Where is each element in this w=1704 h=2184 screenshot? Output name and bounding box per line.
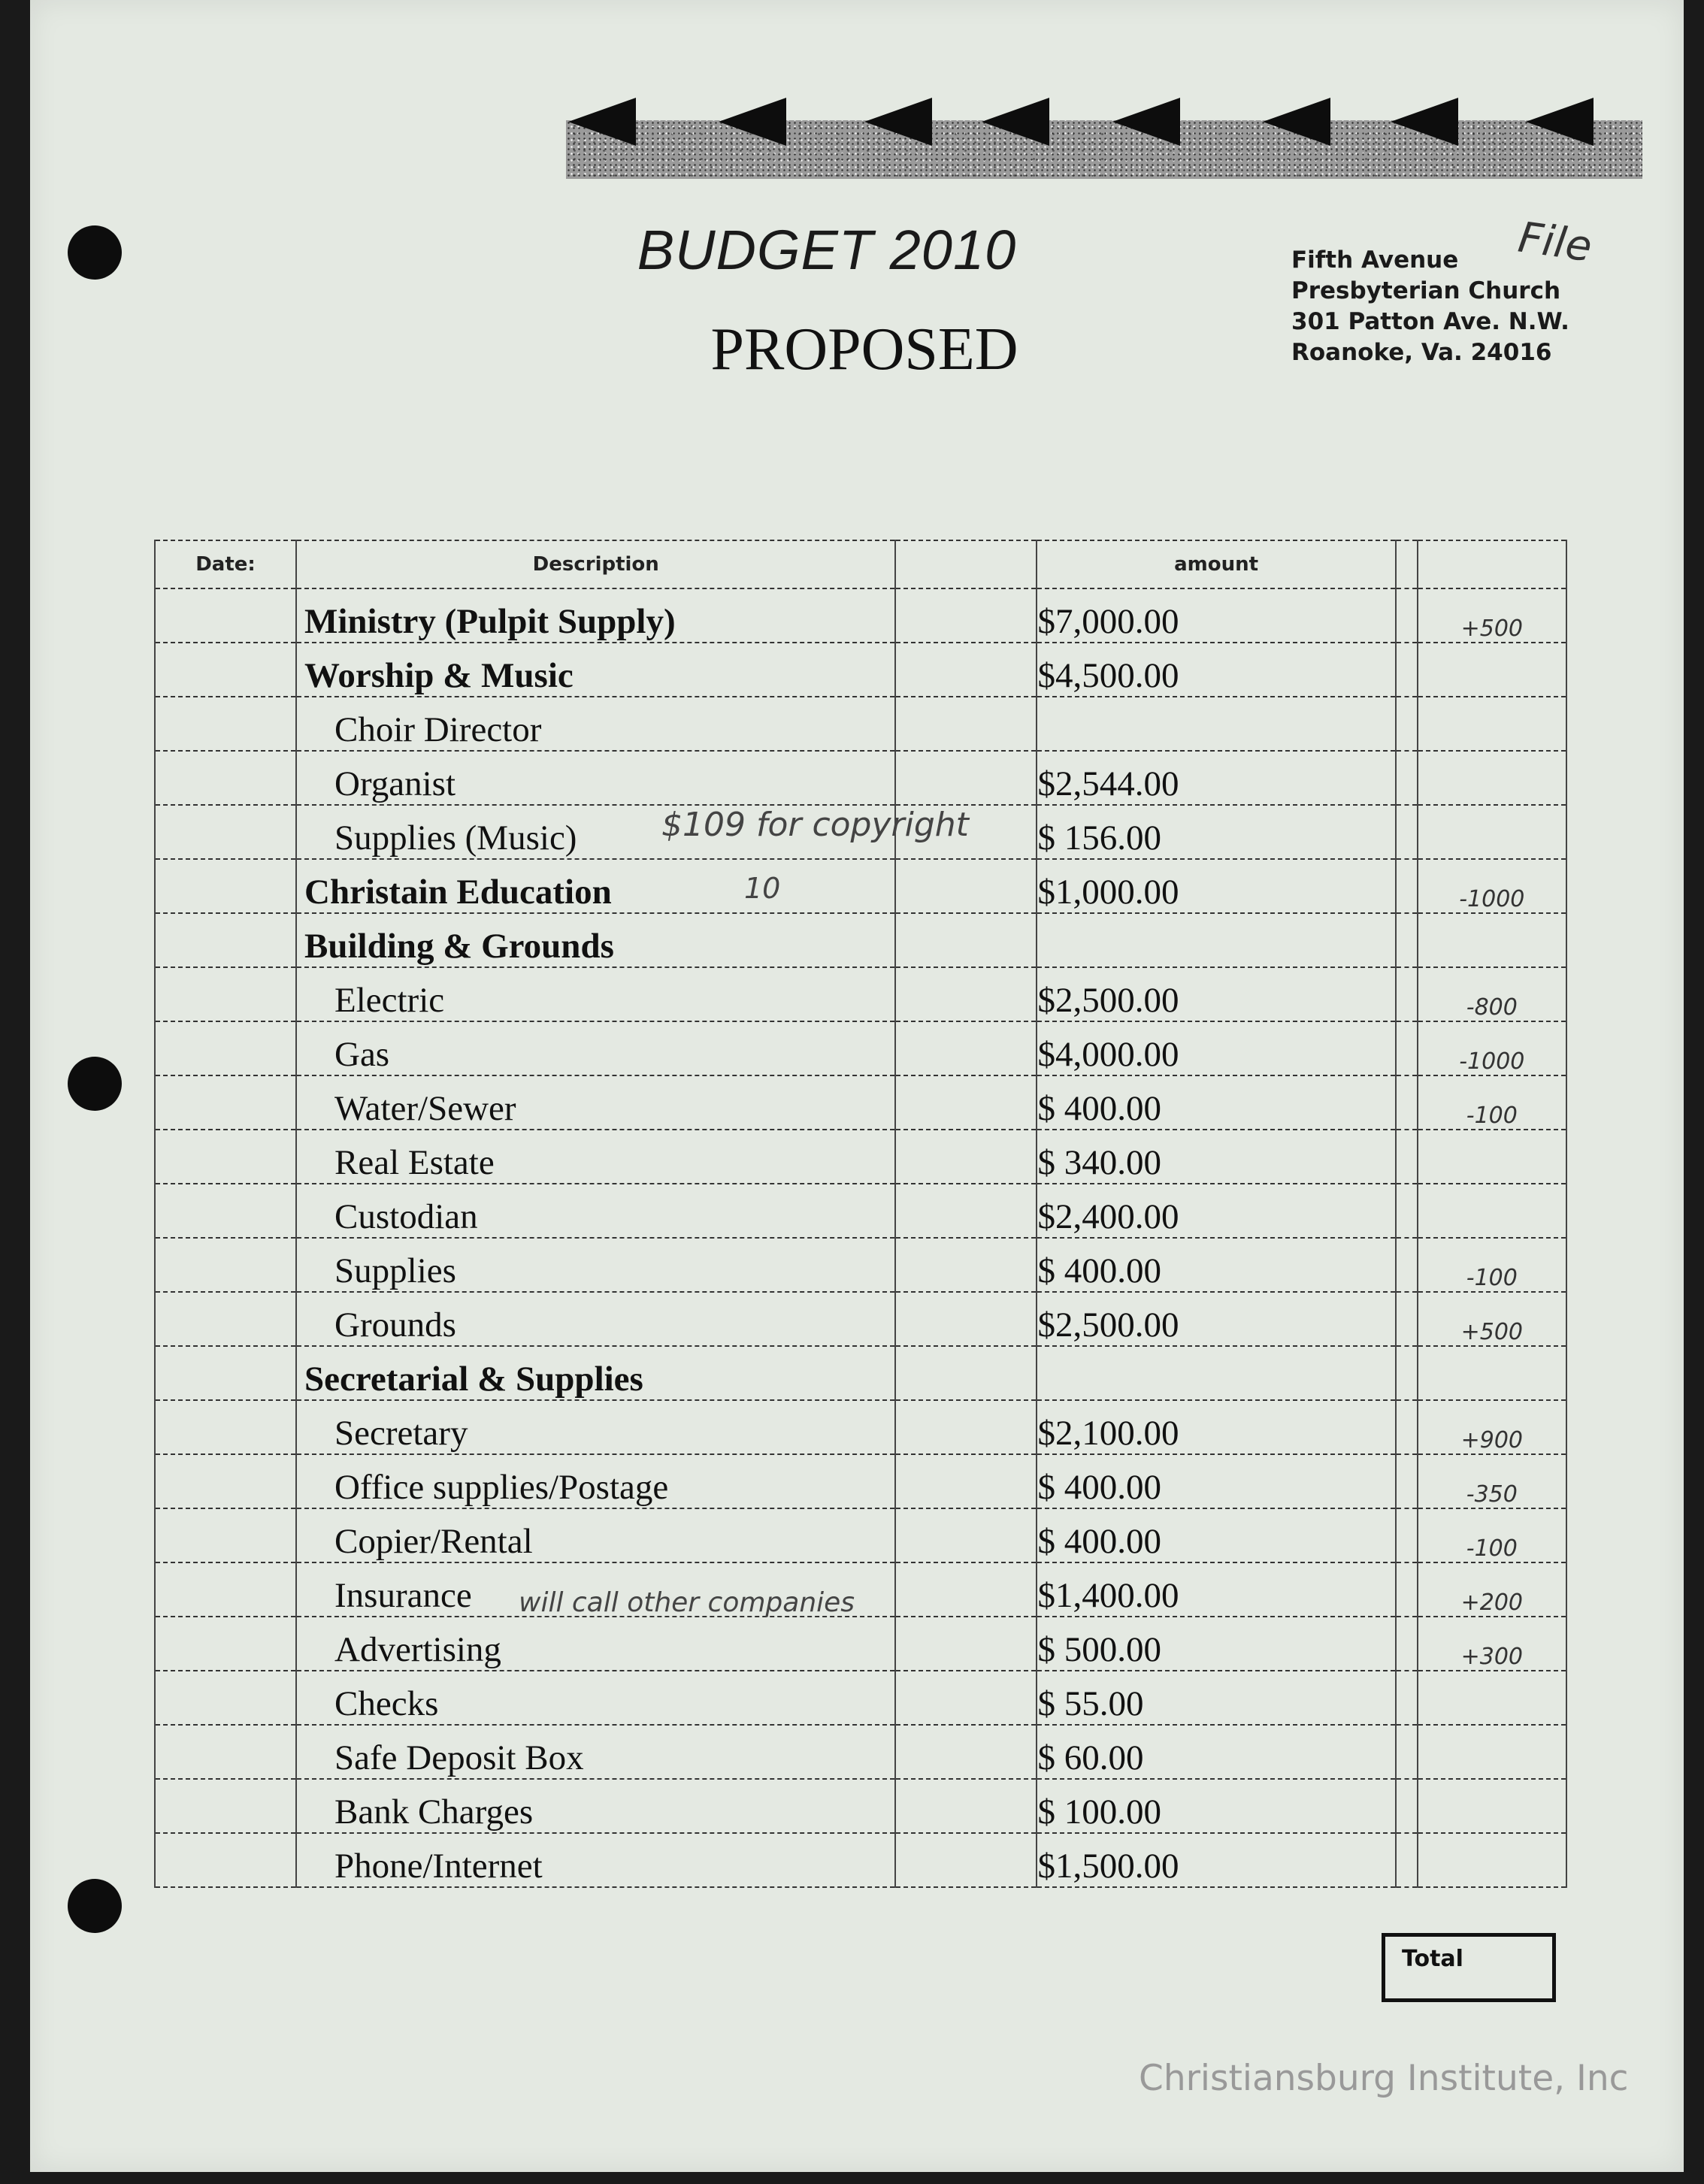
triangle-ornament <box>568 98 636 146</box>
date-column-header: Date: <box>155 540 296 588</box>
line-item-amount: $ 100.00 <box>1037 1779 1395 1833</box>
line-item-amount <box>1037 1346 1395 1400</box>
line-item-adjustment: -1000 <box>1418 859 1566 913</box>
line-item-adjustment <box>1418 751 1566 805</box>
church-address <box>1291 245 1569 368</box>
line-item-adjustment: -350 <box>1418 1454 1566 1508</box>
table-row <box>155 1454 1566 1508</box>
line-item-adjustment <box>1418 1671 1566 1725</box>
line-item-amount: $ 400.00 <box>1037 1238 1395 1292</box>
triangle-ornament <box>1263 98 1330 146</box>
line-item-amount: $4,500.00 <box>1037 643 1395 697</box>
line-item-amount: $1,000.00 <box>1037 859 1395 913</box>
line-item-description: Supplies <box>296 1238 895 1292</box>
line-item-amount: $7,000.00 <box>1037 588 1395 643</box>
line-item-description: Safe Deposit Box <box>296 1725 895 1779</box>
line-item-description: Ministry (Pulpit Supply) <box>296 588 895 643</box>
address-line: 301 Patton Ave. N.W. <box>1291 308 1569 335</box>
table-row <box>155 697 1566 751</box>
document-subtitle: PROPOSED <box>710 316 1018 383</box>
line-item-amount: $ 400.00 <box>1037 1454 1395 1508</box>
address-line: Roanoke, Va. 24016 <box>1291 339 1552 366</box>
table-row <box>155 751 1566 805</box>
triangle-ornament <box>1112 98 1180 146</box>
line-item-adjustment <box>1418 643 1566 697</box>
line-item-description: Organist <box>296 751 895 805</box>
line-item-amount: $ 400.00 <box>1037 1508 1395 1562</box>
table-row <box>155 1833 1566 1887</box>
handwritten-file-note: File <box>1515 213 1595 272</box>
budget-table <box>154 540 1567 1888</box>
binder-hole <box>68 225 122 280</box>
triangle-ornament <box>982 98 1049 146</box>
address-line: Fifth Avenue <box>1291 247 1459 274</box>
line-item-description: Water/Sewer <box>296 1075 895 1130</box>
line-item-amount: $2,544.00 <box>1037 751 1395 805</box>
table-row <box>155 1184 1566 1238</box>
line-item-amount: $1,400.00 <box>1037 1562 1395 1617</box>
spacer-column-header <box>895 540 1037 588</box>
table-row <box>155 1617 1566 1671</box>
table-row <box>155 588 1566 643</box>
line-item-adjustment: -1000 <box>1418 1021 1566 1075</box>
table-row <box>155 1725 1566 1779</box>
table-row <box>155 1075 1566 1130</box>
line-item-adjustment <box>1418 1833 1566 1887</box>
line-item-amount: $2,500.00 <box>1037 967 1395 1021</box>
line-item-adjustment <box>1418 1346 1566 1400</box>
line-item-description: Office supplies/Postage <box>296 1454 895 1508</box>
line-item-amount: $ 55.00 <box>1037 1671 1395 1725</box>
line-item-adjustment <box>1418 1184 1566 1238</box>
line-item-adjustment: -100 <box>1418 1238 1566 1292</box>
table-row <box>155 643 1566 697</box>
line-item-adjustment: +300 <box>1418 1617 1566 1671</box>
line-item-description: Worship & Music <box>296 643 895 697</box>
line-item-description: Grounds <box>296 1292 895 1346</box>
table-row <box>155 1292 1566 1346</box>
line-item-adjustment: -100 <box>1418 1075 1566 1130</box>
line-item-amount <box>1037 913 1395 967</box>
binder-hole <box>68 1057 122 1111</box>
line-item-amount: $2,100.00 <box>1037 1400 1395 1454</box>
triangle-ornament <box>719 98 786 146</box>
triangle-ornament <box>1526 98 1594 146</box>
line-item-amount: $ 60.00 <box>1037 1725 1395 1779</box>
line-item-amount: $ 156.00 <box>1037 805 1395 859</box>
line-item-adjustment <box>1418 1779 1566 1833</box>
table-row <box>155 1779 1566 1833</box>
line-item-description: Insurance <box>296 1562 895 1617</box>
table-row <box>155 1400 1566 1454</box>
line-item-description: Gas <box>296 1021 895 1075</box>
line-item-amount: $4,000.00 <box>1037 1021 1395 1075</box>
table-row <box>155 1562 1566 1617</box>
binder-hole <box>68 1879 122 1933</box>
line-item-description: Building & Grounds <box>296 913 895 967</box>
line-item-adjustment: +500 <box>1418 588 1566 643</box>
table-row <box>155 967 1566 1021</box>
line-item-description: Secretary <box>296 1400 895 1454</box>
watermark: Christiansburg Institute, Inc <box>1139 2058 1629 2099</box>
line-item-description: Christain Education <box>296 859 895 913</box>
line-item-amount: $2,400.00 <box>1037 1184 1395 1238</box>
line-item-description: Copier/Rental <box>296 1508 895 1562</box>
document-title: BUDGET 2010 <box>637 219 1017 281</box>
total-box <box>1382 1933 1556 2002</box>
table-row <box>155 1508 1566 1562</box>
line-item-adjustment: +900 <box>1418 1400 1566 1454</box>
line-item-description: Secretarial & Supplies <box>296 1346 895 1400</box>
handwritten-copyright-note: $109 for copyright <box>661 806 969 844</box>
amount-column-header: amount <box>1037 540 1395 588</box>
handwritten-insurance-note: will call other companies <box>519 1587 855 1618</box>
line-item-adjustment <box>1418 805 1566 859</box>
line-item-amount: $ 400.00 <box>1037 1075 1395 1130</box>
line-item-amount: $2,500.00 <box>1037 1292 1395 1346</box>
line-item-adjustment <box>1418 697 1566 751</box>
line-item-adjustment: -800 <box>1418 967 1566 1021</box>
handwritten-education-note: 10 <box>744 872 781 905</box>
table-header-row <box>155 540 1566 588</box>
line-item-amount: $ 500.00 <box>1037 1617 1395 1671</box>
triangle-ornament <box>1391 98 1458 146</box>
line-item-description: Bank Charges <box>296 1779 895 1833</box>
line-item-description: Custodian <box>296 1184 895 1238</box>
total-label: Total <box>1402 1946 1463 1972</box>
table-row <box>155 913 1566 967</box>
line-item-adjustment: +500 <box>1418 1292 1566 1346</box>
description-column-header: Description <box>296 540 895 588</box>
line-item-amount: $ 340.00 <box>1037 1130 1395 1184</box>
line-item-description: Electric <box>296 967 895 1021</box>
line-item-adjustment <box>1418 913 1566 967</box>
adjustment-column-header <box>1418 540 1566 588</box>
line-item-adjustment <box>1418 1725 1566 1779</box>
table-row <box>155 1021 1566 1075</box>
line-item-adjustment: -100 <box>1418 1508 1566 1562</box>
line-item-description: Checks <box>296 1671 895 1725</box>
line-item-description: Choir Director <box>296 697 895 751</box>
line-item-description: Real Estate <box>296 1130 895 1184</box>
table-row <box>155 1346 1566 1400</box>
gap-column-header <box>1396 540 1418 588</box>
address-line: Presbyterian Church <box>1291 277 1561 304</box>
line-item-description: Phone/Internet <box>296 1833 895 1887</box>
table-row <box>155 1130 1566 1184</box>
line-item-amount <box>1037 697 1395 751</box>
line-item-amount: $1,500.00 <box>1037 1833 1395 1887</box>
line-item-adjustment <box>1418 1130 1566 1184</box>
table-row <box>155 859 1566 913</box>
line-item-adjustment: +200 <box>1418 1562 1566 1617</box>
triangle-ornament <box>864 98 932 146</box>
line-item-description: Advertising <box>296 1617 895 1671</box>
line-item-description: Supplies (Music) <box>296 805 895 859</box>
table-row <box>155 1238 1566 1292</box>
table-row <box>155 1671 1566 1725</box>
